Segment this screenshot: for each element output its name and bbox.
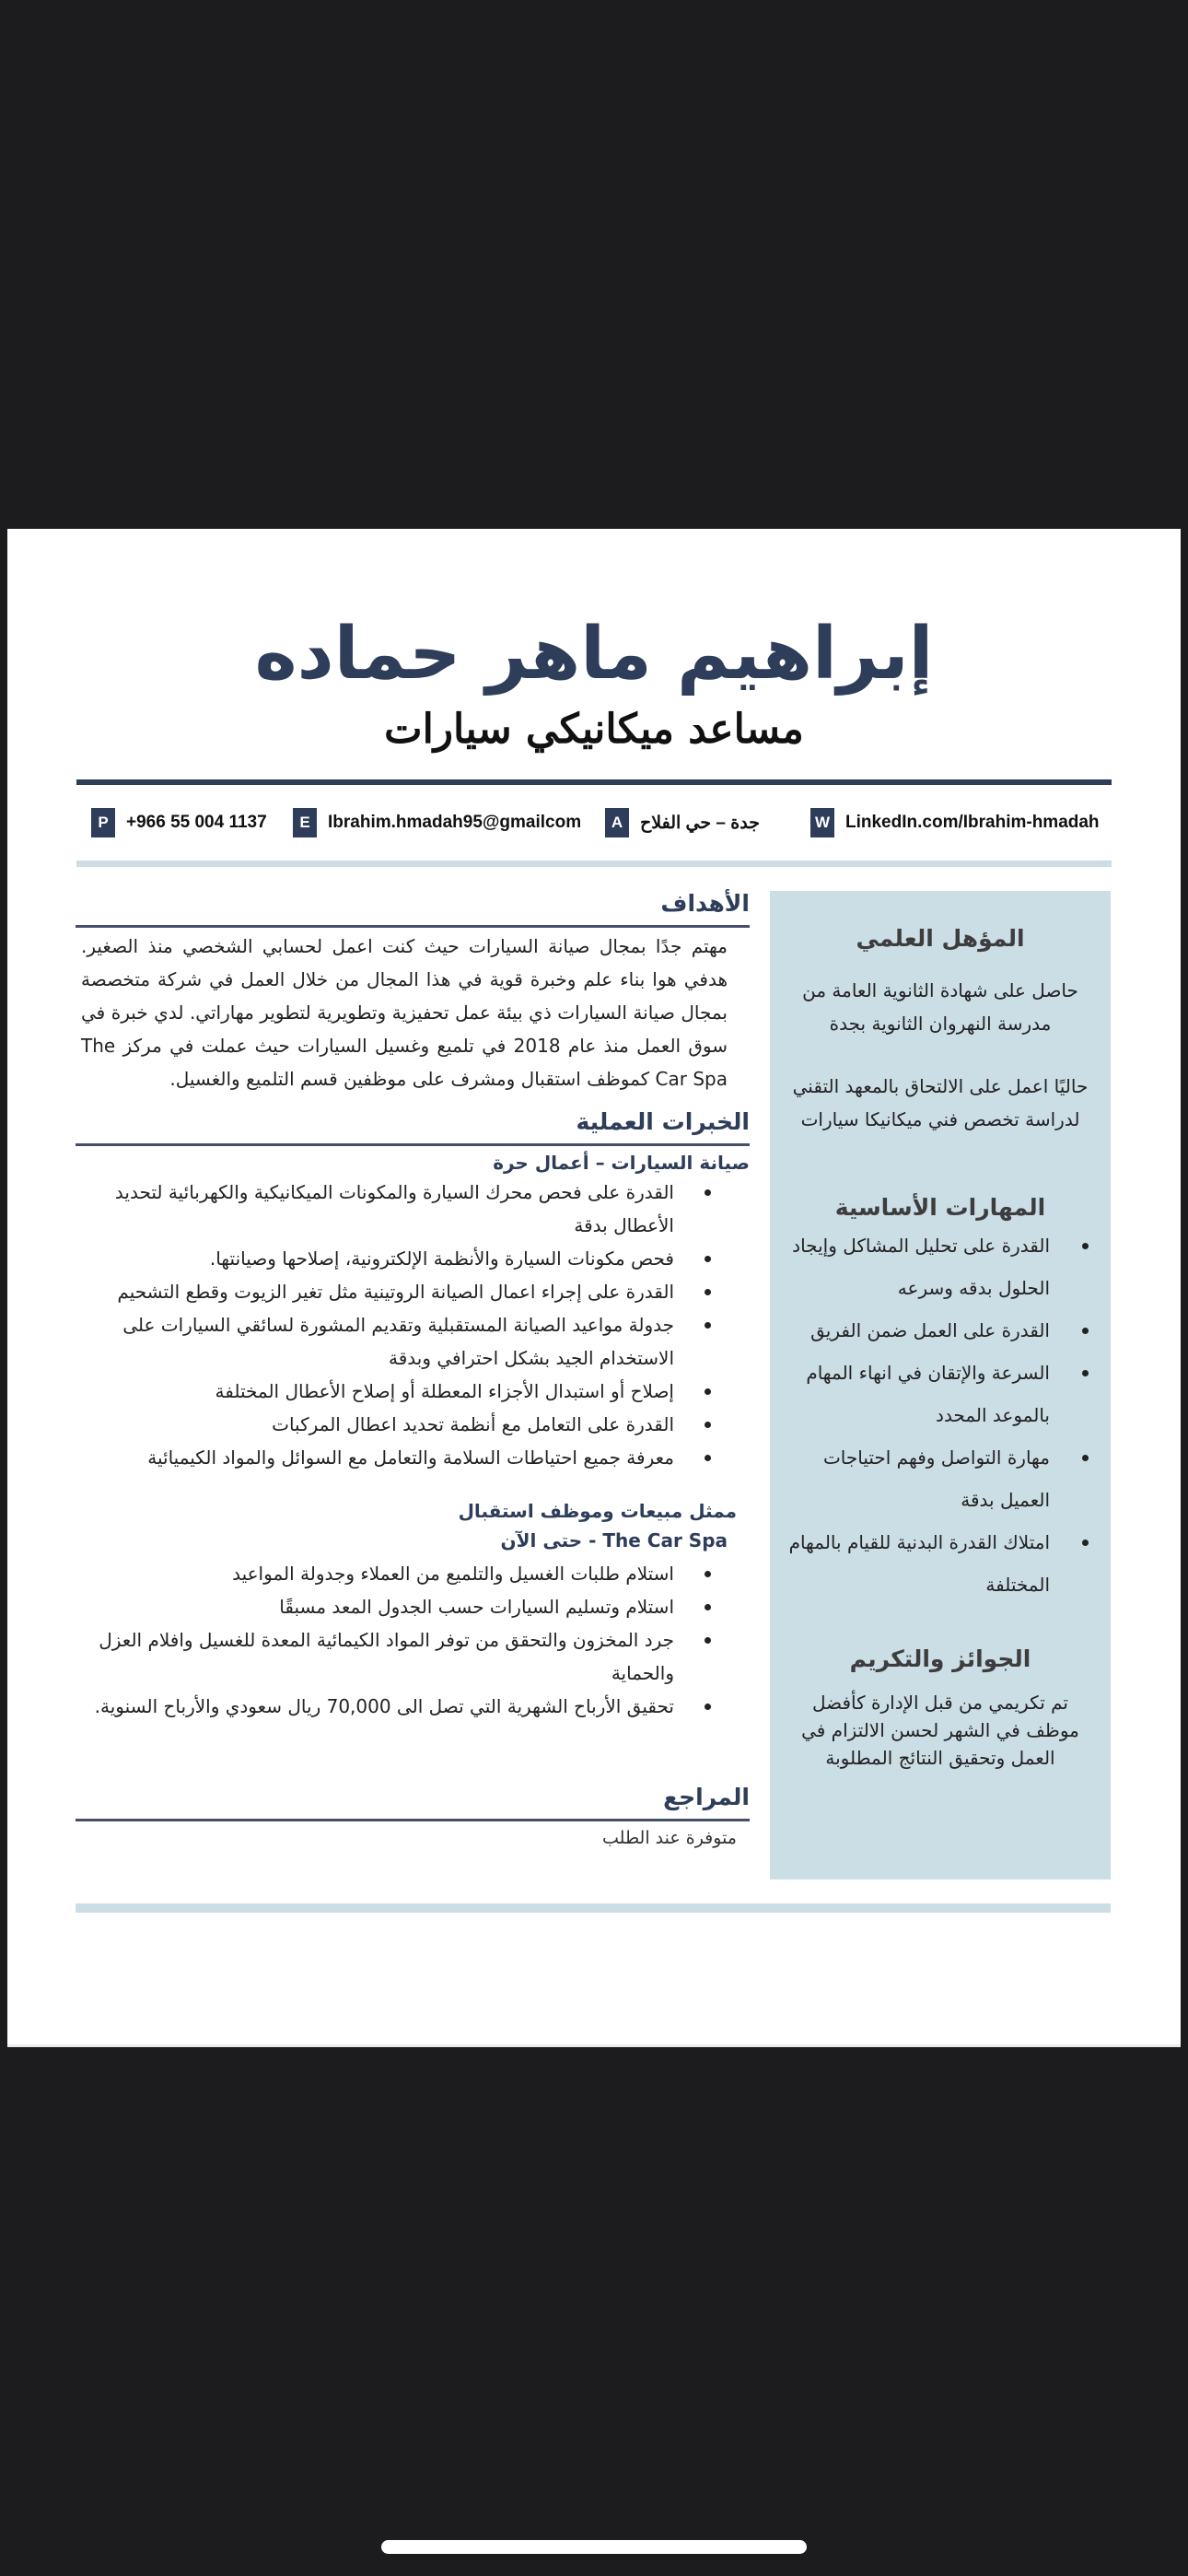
bullet-text: إصلاح أو استبدال الأجزاء المعطلة أو إصلاح الأعطال المختلفة <box>215 1380 674 1402</box>
job-heading: صيانة السيارات – أعمال حرة <box>493 1152 750 1174</box>
address-text: جدة – حي الفلاح <box>640 813 760 833</box>
candidate-name: إبراهيم ماهر حماده <box>254 613 934 696</box>
list-item <box>76 1441 674 1474</box>
bullet-icon <box>705 1289 711 1295</box>
bullet-icon <box>705 1256 711 1262</box>
job-bullets <box>76 1557 750 1723</box>
list-item <box>76 1408 674 1441</box>
bullet-icon <box>705 1322 711 1329</box>
skills-list <box>770 1224 1111 1606</box>
bullet-text: القدرة على إجراء اعمال الصيانة الروتينية مثل تغير الزيوت وقطع التشحيم <box>117 1281 674 1303</box>
job-bullets <box>76 1176 750 1474</box>
bullet-icon <box>705 1455 711 1461</box>
bullet-icon <box>705 1604 711 1610</box>
resume-document <box>7 529 1181 2047</box>
sidebar-panel <box>770 891 1111 1879</box>
document-edge <box>7 2044 1181 2047</box>
objectives-text: مهتم جدًا بمجال صيانة السيارات حيث كنت اعمل لحسابي الشخصي منذ الصغير. هدفي هوا بناء علم وخبرة قوية في هذا المجال من خلال العمل في شركة متخصصة بمجال صيانة السيارات ذي بيئة عمل تحفيزية وتطويرية لتطوير مهاراتي. لدي خبرة في سوق العمل منذ عام 2018 في تلميع وغسيل السيارات حيث عملت في مركز The Car Spa كموظف استقبال ومشرف على موظفين قسم التلميع والغسيل. <box>81 935 728 1090</box>
bullet-icon <box>1082 1540 1089 1546</box>
contact-phone <box>91 807 267 838</box>
list-item <box>76 1176 674 1242</box>
education-item: حاليًا اعمل على الالتحاق بالمعهد التقني لدراسة تخصص فني ميكانيكا سيارات <box>792 1075 1089 1130</box>
phone-text: +966 55 004 1137 <box>126 813 267 832</box>
home-indicator[interactable] <box>381 2540 807 2554</box>
list-item <box>76 1557 674 1590</box>
list-item <box>76 1590 674 1623</box>
contact-email <box>293 807 581 838</box>
bullet-icon <box>1082 1370 1089 1376</box>
awards-text: تم تكريمي من قبل الإدارة كأفضل موظف في الشهر لحسن الالتزام في العمل وتحقيق النتائج المطلوبة <box>801 1692 1079 1769</box>
skill-text: القدرة على العمل ضمن الفريق <box>810 1319 1050 1341</box>
list-item <box>76 1275 674 1308</box>
skills-title: المهارات الأساسية <box>834 1194 1046 1221</box>
main-column <box>76 888 750 1851</box>
candidate-job-title: مساعد ميكانيكي سيارات <box>384 706 804 753</box>
bullet-icon <box>705 1637 711 1644</box>
email-badge-icon: E <box>293 808 317 837</box>
bullet-icon <box>705 1704 711 1710</box>
education-title: المؤهل العلمي <box>856 925 1025 952</box>
list-item <box>775 1309 1050 1352</box>
bullet-text: القدرة على فحص محرك السيارة والمكونات الميكانيكية والكهربائية لتحديد الأعطال بدقة <box>114 1181 674 1236</box>
list-item <box>76 1623 674 1690</box>
website-badge-icon: W <box>810 808 834 837</box>
references-title: المراجع <box>76 1782 750 1821</box>
list-item <box>76 1242 674 1275</box>
bullet-text: فحص مكونات السيارة والأنظمة الإلكترونية، إصلاحها وصيانتها. <box>209 1247 674 1270</box>
footer-divider <box>76 1903 1111 1913</box>
list-item <box>775 1521 1050 1606</box>
job-heading: ممثل مبيعات وموظف استقبال <box>458 1500 737 1522</box>
list-item <box>76 1690 674 1723</box>
skill-text: السرعة والإتقان في انهاء المهام بالموعد المحدد <box>806 1362 1050 1426</box>
job-entry <box>76 1150 750 1474</box>
website-text[interactable]: LinkedIn.com/Ibrahim-hmadah <box>845 813 1100 832</box>
list-item <box>76 1308 674 1375</box>
bullet-text: جدولة مواعيد الصيانة المستقبلية وتقديم المشورة لسائقي السيارات على الاستخدام الجيد بشكل احترافي وبدقة <box>122 1314 674 1369</box>
bullet-icon <box>1082 1243 1089 1249</box>
header-divider <box>76 779 1112 785</box>
bullet-icon <box>705 1422 711 1428</box>
bullet-text: جرد المخزون والتحقق من توفر المواد الكيمائية المعدة للغسيل وافلام العزل والحماية <box>99 1629 674 1684</box>
references-text: متوفرة عند الطلب <box>602 1828 737 1848</box>
bullet-icon <box>705 1189 711 1196</box>
objectives-title: الأهداف <box>76 888 750 928</box>
bullet-text: تحقيق الأرباح الشهرية التي تصل الى 70,000 ريال سعودي والأرباح السنوية. <box>94 1695 674 1717</box>
bullet-icon <box>705 1571 711 1577</box>
list-item <box>775 1224 1050 1309</box>
contact-address <box>605 807 760 838</box>
bullet-text: استلام وتسليم السيارات حسب الجدول المعد مسبقًا <box>279 1596 674 1618</box>
contact-website <box>810 807 1100 838</box>
contact-divider <box>76 861 1112 867</box>
skill-text: امتلاك القدرة البدنية للقيام بالمهام المختلفة <box>788 1531 1050 1596</box>
list-item <box>775 1436 1050 1521</box>
job-subheading: The Car Spa - حتى الآن <box>500 1529 728 1551</box>
phone-badge-icon: P <box>91 808 115 837</box>
address-badge-icon: A <box>605 808 629 837</box>
bullet-text: معرفة جميع احتياطات السلامة والتعامل مع السوائل والمواد الكيميائية <box>147 1446 674 1469</box>
list-item <box>775 1352 1050 1436</box>
bullet-text: استلام طلبات الغسيل والتلميع من العملاء وجدولة المواعيد <box>232 1563 674 1585</box>
experience-title: الخبرات العملية <box>76 1107 750 1146</box>
skill-text: القدرة على تحليل المشاكل وإيجاد الحلول بدقه وسرعه <box>792 1235 1050 1299</box>
job-entry <box>76 1498 750 1723</box>
skill-text: مهارة التواصل وفهم احتياجات العميل بدقة <box>822 1446 1050 1511</box>
education-item: حاصل على شهادة الثانوية العامة من مدرسة النهروان الثانوية بجدة <box>802 979 1078 1035</box>
bullet-icon <box>705 1388 711 1395</box>
awards-title: الجوائز والتكريم <box>849 1645 1031 1672</box>
bullet-icon <box>1082 1455 1089 1461</box>
bullet-text: القدرة على التعامل مع أنظمة تحديد اعطال المركبات <box>272 1413 674 1435</box>
email-text[interactable]: Ibrahim.hmadah95@gmailcom <box>328 813 582 832</box>
bullet-icon <box>1082 1328 1089 1334</box>
list-item <box>76 1375 674 1408</box>
